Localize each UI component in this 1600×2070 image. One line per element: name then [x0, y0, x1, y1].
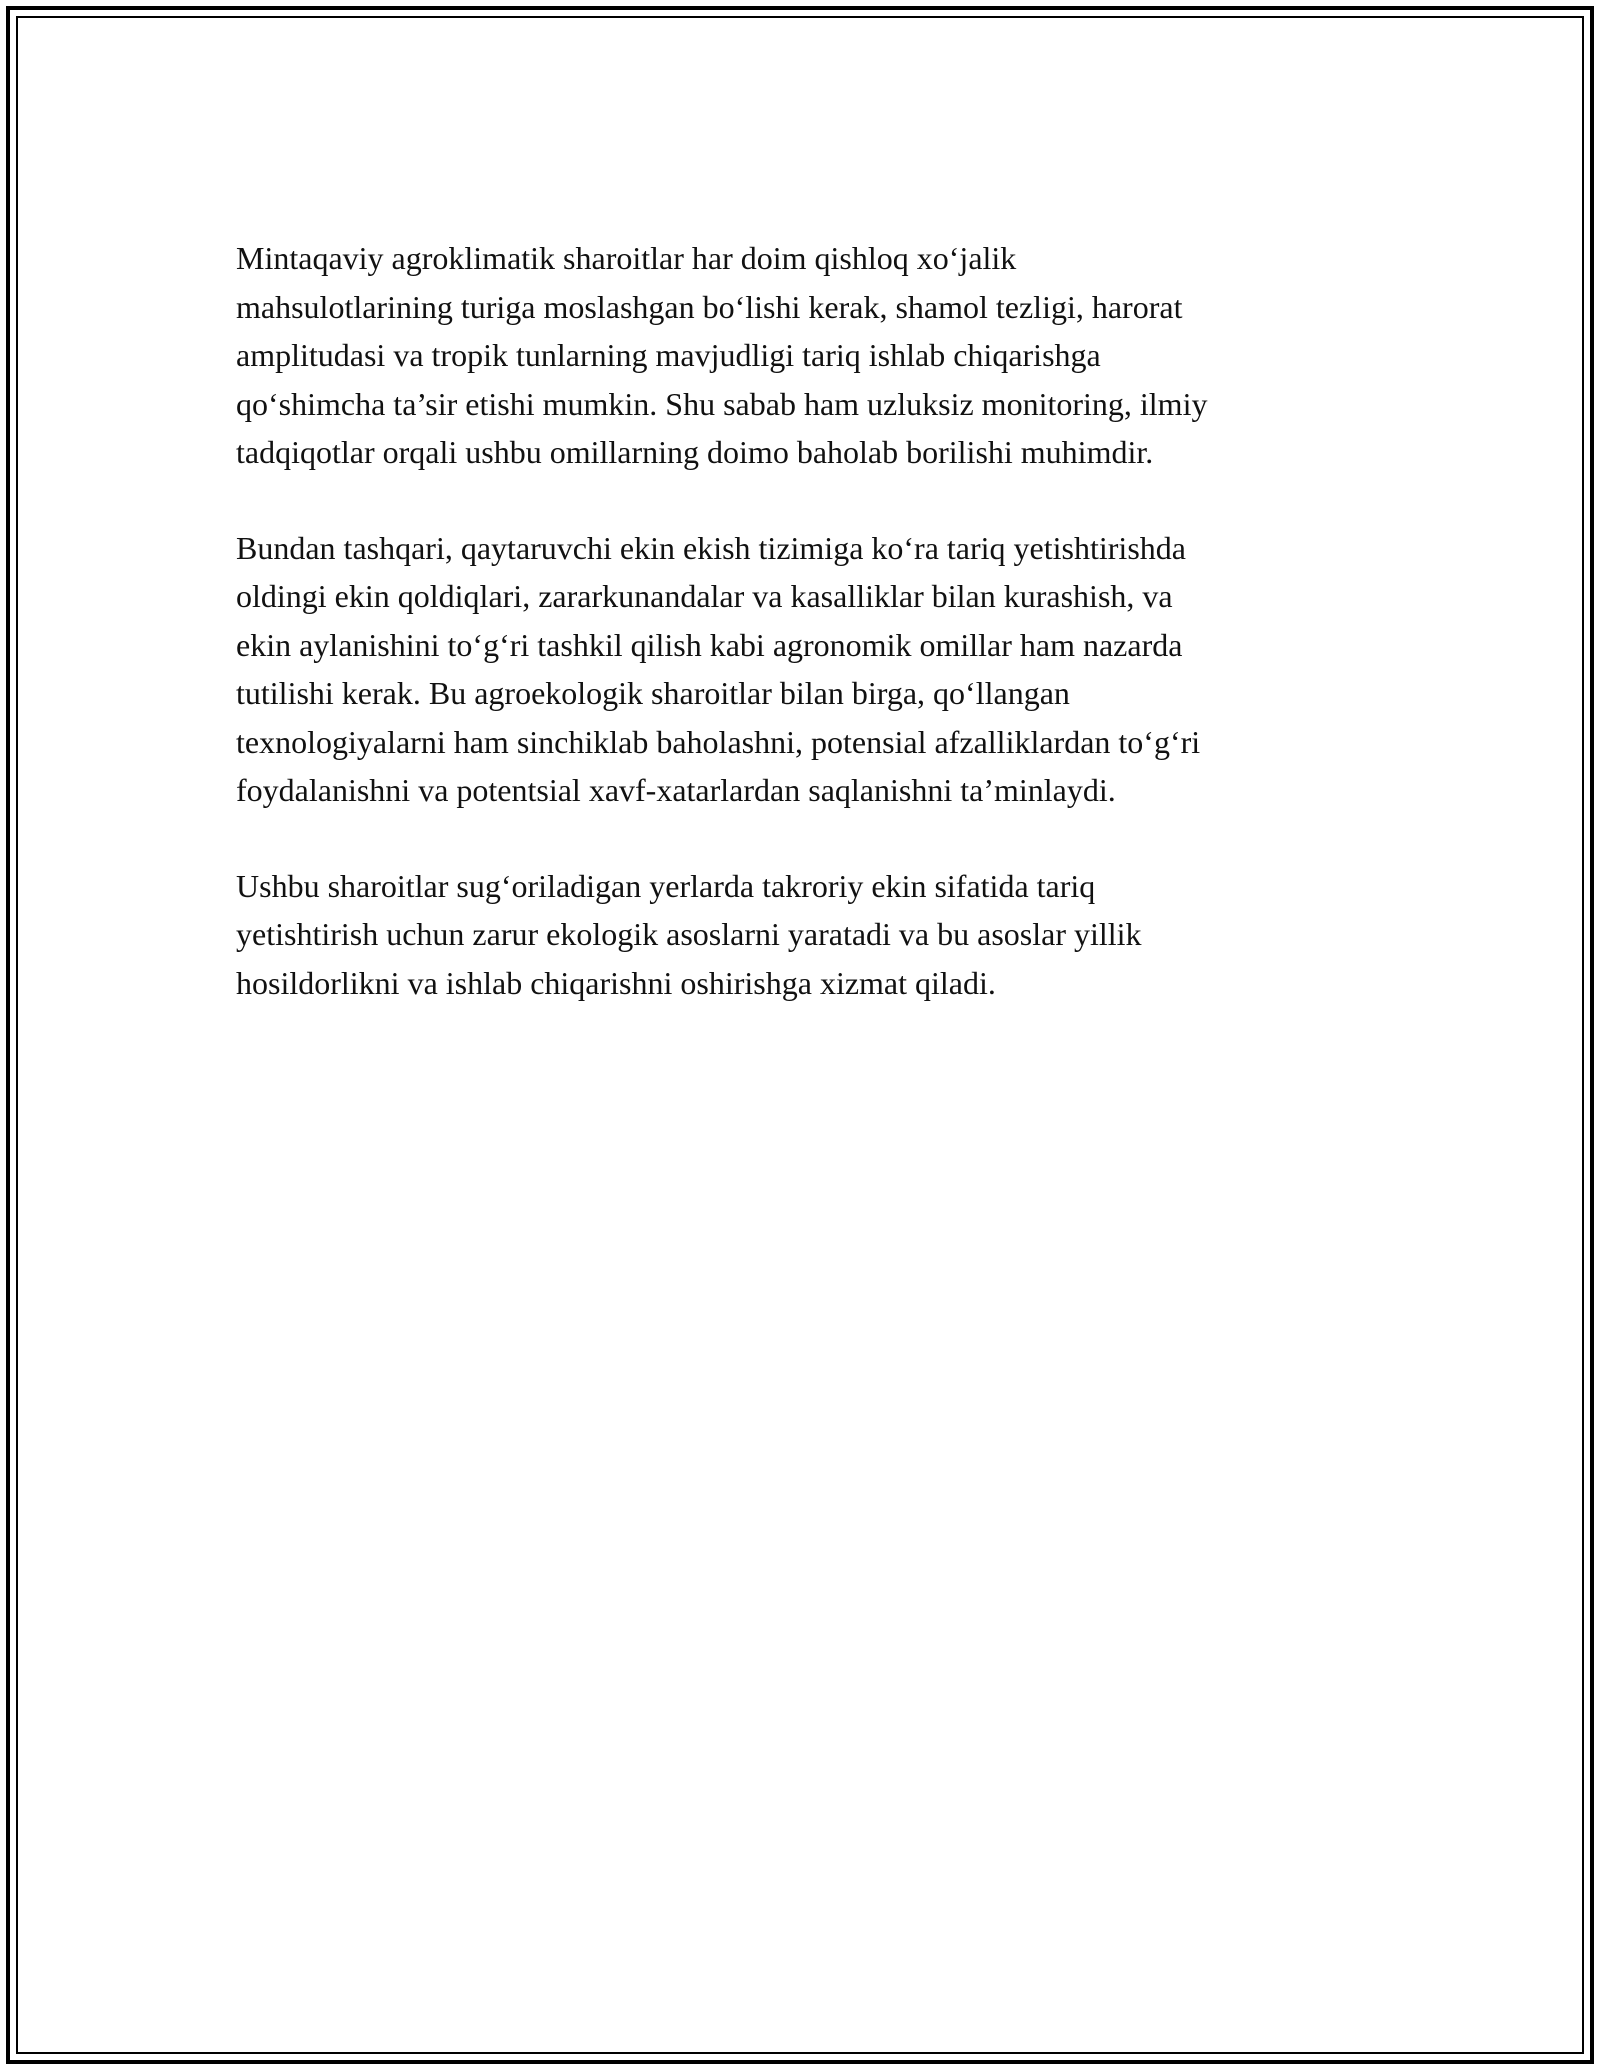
paragraph-1 — [236, 234, 1366, 477]
text-line: tadqiqotlar orqali ushbu omillarning doimo baholab borilishi muhimdir. — [236, 434, 1154, 470]
text-line: Ushbu sharoitlar sug‘oriladigan yerlarda takroriy ekin sifatida tariq — [236, 867, 1096, 904]
text-line: hosildorlikni va ishlab chiqarishni oshirishga xizmat qiladi. — [236, 964, 996, 1001]
paragraph-2 — [236, 524, 1366, 815]
text-line: qo‘shimcha ta’sir etishi mumkin. Shu sabab ham uzluksiz monitoring, ilmiy — [236, 385, 1208, 422]
text-line: oldingi ekin qoldiqlari, zararkunandalar va kasalliklar bilan kurashish, va — [236, 578, 1173, 614]
text-line: yetishtirish uchun zarur ekologik asoslarni yaratadi va bu asoslar yillik — [236, 916, 1142, 952]
text-line: texnologiyalarni ham sinchiklab baholashni, potensial afzalliklardan to‘g‘ri — [236, 723, 1201, 760]
text-line: Bundan tashqari, qaytaruvchi ekin ekish tizimiga ko‘ra tariq yetishtirishda — [236, 529, 1186, 566]
document-body — [236, 234, 1366, 1054]
text-line: mahsulotlarining turiga moslashgan bo‘lishi kerak, shamol tezligi, harorat — [236, 288, 1183, 325]
text-line: tutilishi kerak. Bu agroekologik sharoitlar bilan birga, qo‘llangan — [236, 675, 1070, 711]
text-line: foydalanishni va potentsial xavf-xatarlardan saqlanishni ta’minlaydi. — [236, 772, 1116, 808]
text-line: Mintaqaviy agroklimatik sharoitlar har doim qishloq xo‘jalik — [236, 240, 1017, 276]
text-line: amplitudasi va tropik tunlarning mavjudligi tariq ishlab chiqarishga — [236, 337, 1101, 373]
paragraph-3 — [236, 862, 1366, 1008]
text-line: ekin aylanishini to‘g‘ri tashkil qilish kabi agronomik omillar ham nazarda — [236, 626, 1183, 663]
